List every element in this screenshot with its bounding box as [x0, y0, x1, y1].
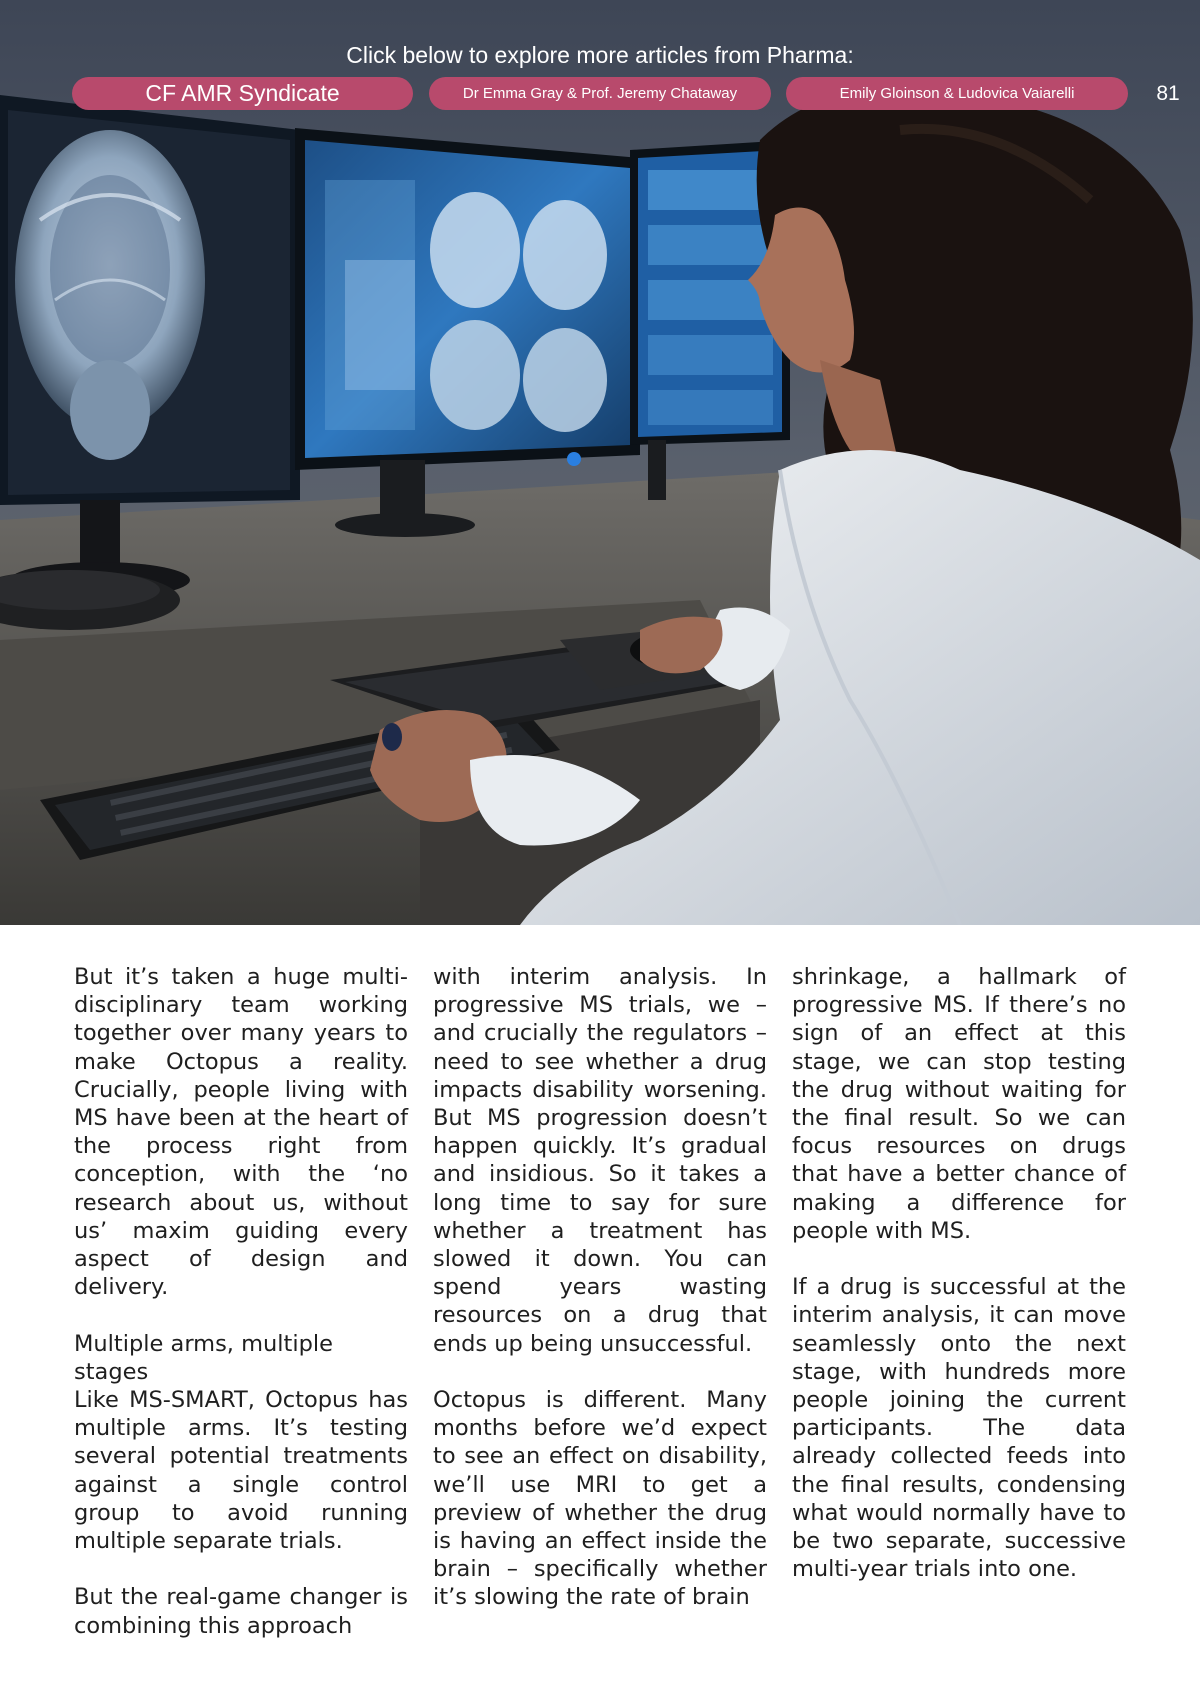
section-subhead: Multiple arms, multiple stages — [74, 1330, 333, 1385]
paragraph: with interim analysis. In progressive MS trials, we – and crucially the regulators – need to see whether a drug impacts disability worsening. But MS progression doesn’t happen quickly. It’s gradual and insidious. So it takes a long time to say for sure whether a treatment has slowed it down. You can spend years wasting resources on a drug that ends up being unsuccessful. — [433, 964, 767, 1357]
nav-link-gray-chataway[interactable]: Dr Emma Gray & Prof. Jeremy Chataway — [429, 77, 771, 110]
nav-link-cf-amr-syndicate[interactable]: CF AMR Syndicate — [72, 77, 413, 110]
paragraph: But the real-game changer is combining this approach — [74, 1584, 408, 1639]
article-column-3 — [792, 963, 1126, 1640]
paragraph: shrinkage, a hallmark of progressive MS. If there’s no sign of an effect at this stage, we can stop testing the drug without waiting for the final result. So we can focus resources on drugs that have a better chance of making a difference for people with MS. — [792, 964, 1126, 1244]
paragraph: If a drug is successful at the interim analysis, it can move seamlessly onto the next stage, with hundreds more people joining the current participants. The data already collected feeds into the final results, condensing what would normally have to be two separate, successive multi-year trials into one. — [792, 1274, 1126, 1583]
paragraph: Octopus is different. Many months before we’d expect to see an effect on disability, we’ll use MRI to get a preview of whether the drug is having an effect inside the brain – specifically whether it’s slowing the rate of brain — [433, 1387, 767, 1611]
paragraph-with-subhead — [74, 1330, 408, 1556]
article-body — [74, 963, 1126, 1640]
explore-prompt: Click below to explore more articles from Pharma: — [346, 42, 854, 68]
paragraph-text: Like MS-SMART, Octopus has multiple arms. It’s testing several potential treatments against a single control group to avoid running multiple separate trials. — [74, 1387, 408, 1555]
nav-link-gloinson-vaiarelli[interactable]: Emily Gloinson & Ludovica Vaiarelli — [786, 77, 1128, 110]
article-column-1 — [74, 963, 408, 1640]
page-number: 81 — [1156, 82, 1180, 105]
article-column-2 — [433, 963, 767, 1640]
paragraph: But it’s taken a huge multi-disciplinary team working together over many years to make Octopus a reality. Crucially, people living with MS have been at the heart of the process right from conception, with the ‘no research about us, without us’ maxim guiding every aspect of design and delivery. — [74, 964, 408, 1301]
